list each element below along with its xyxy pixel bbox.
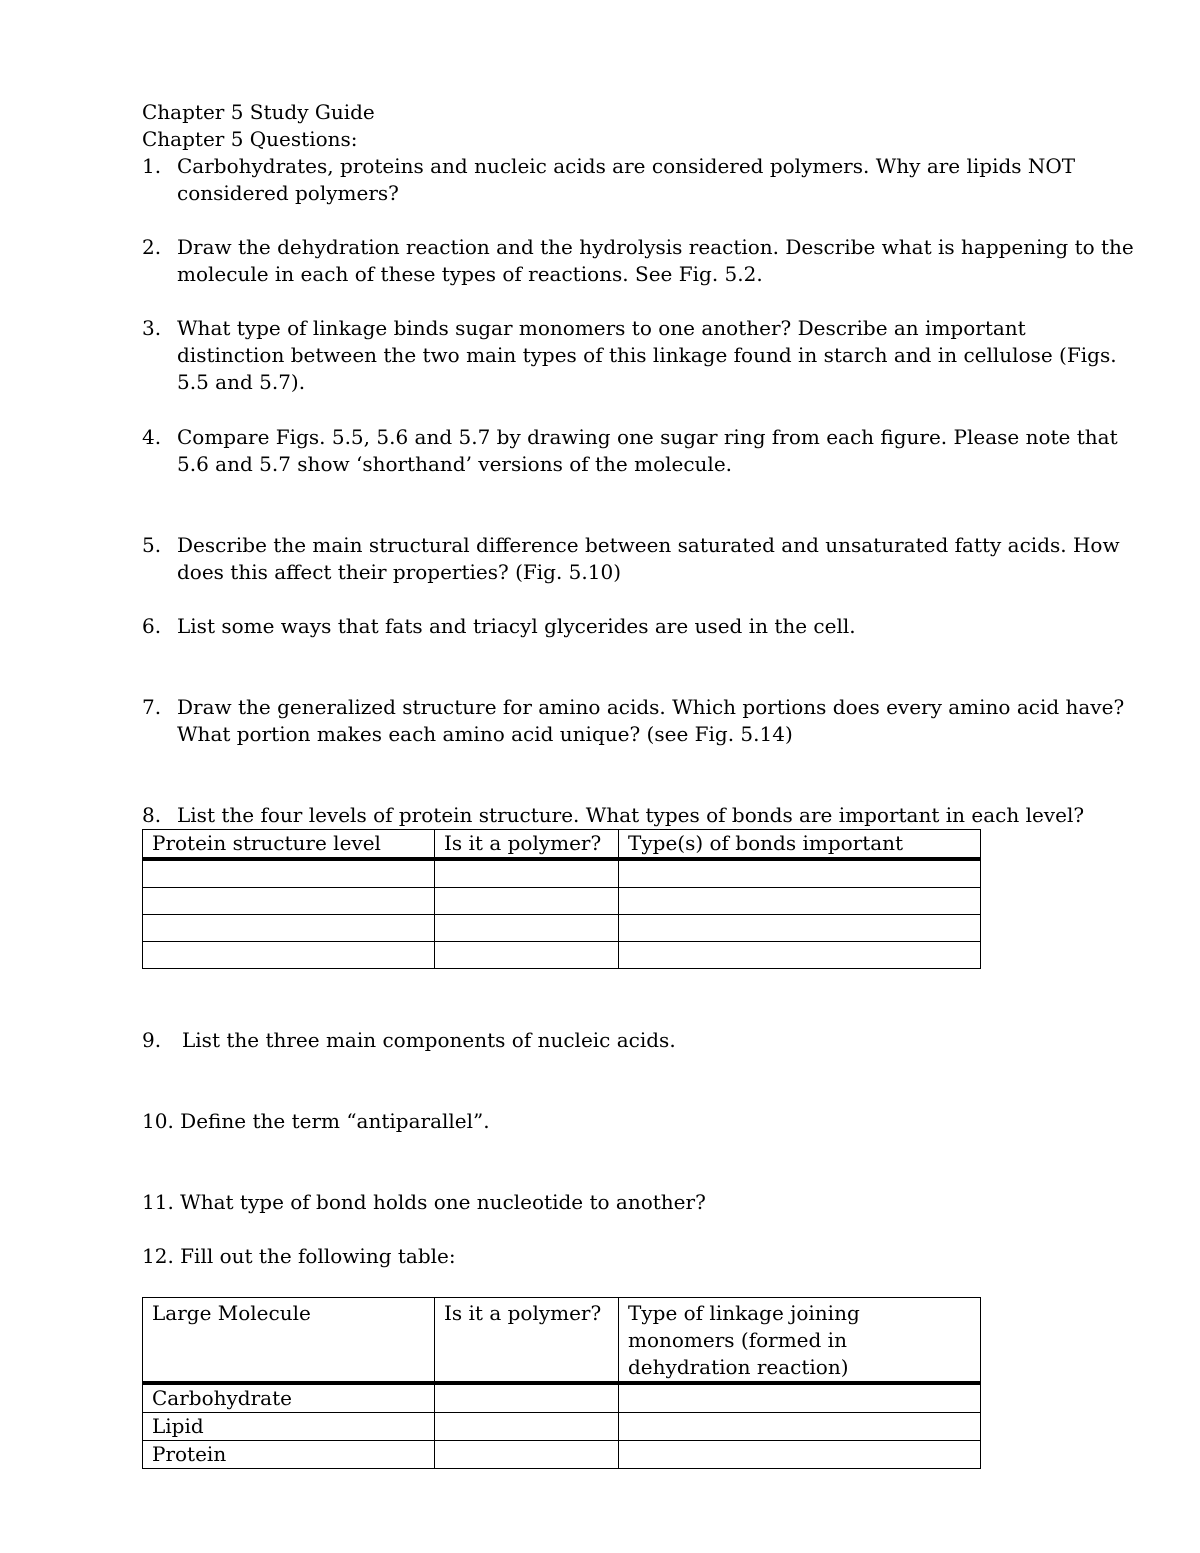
question-6	[142, 613, 1142, 640]
question-2	[142, 234, 1142, 288]
question-8	[142, 802, 1142, 829]
question-text: What type of linkage binds sugar monomers to one another? Describe an important distinction between the two main types of this linkage found in starch and in cellulose (Figs. 5.5 and 5.7).	[177, 316, 1117, 394]
question-11	[142, 1189, 706, 1216]
header-cell: Type(s) of bonds important	[619, 830, 981, 860]
question-text: What type of bond holds one nucleotide to another?	[180, 1190, 706, 1214]
page-title: Chapter 5 Study Guide	[142, 100, 375, 124]
header-cell: Large Molecule	[143, 1298, 435, 1384]
table-cell[interactable]	[619, 1383, 981, 1413]
table-header-row	[143, 1298, 981, 1384]
table-cell[interactable]	[619, 1413, 981, 1441]
question-text: Define the term “antiparallel”.	[180, 1109, 490, 1133]
question-number: 10.	[142, 1109, 174, 1133]
table-cell[interactable]	[435, 859, 619, 888]
table-row	[143, 888, 981, 915]
table-cell[interactable]	[435, 942, 619, 969]
row-label: Protein	[143, 1441, 435, 1469]
question-1	[142, 153, 1142, 207]
question-number: 9.	[142, 1028, 162, 1052]
question-text: Compare Figs. 5.5, 5.6 and 5.7 by drawing one sugar ring from each figure. Please note that 5.6 and 5.7 show ‘shorthand’ versions of the molecule.	[177, 425, 1118, 476]
question-7	[142, 694, 1142, 748]
question-text: List the three main components of nucleic acids.	[182, 1028, 676, 1052]
question-5	[142, 532, 1142, 586]
table-cell[interactable]	[143, 915, 435, 942]
table-cell[interactable]	[143, 859, 435, 888]
question-number: 11.	[142, 1190, 174, 1214]
question-number: 12.	[142, 1244, 174, 1268]
table-header-row	[143, 830, 981, 860]
table-cell[interactable]	[619, 1441, 981, 1469]
question-number: 8.	[142, 803, 162, 827]
table-cell[interactable]	[619, 915, 981, 942]
table-cell[interactable]	[435, 1383, 619, 1413]
section-heading: Chapter 5 Questions:	[142, 127, 358, 151]
question-number: 3.	[142, 316, 162, 340]
table-cell[interactable]	[435, 915, 619, 942]
table-row	[143, 859, 981, 888]
question-text: Carbohydrates, proteins and nucleic acids are considered polymers. Why are lipids NOT considered polymers?	[177, 154, 1076, 205]
table-row	[143, 1413, 981, 1441]
table-cell[interactable]	[143, 888, 435, 915]
table-row	[143, 915, 981, 942]
question-number: 5.	[142, 533, 162, 557]
question-text: Draw the generalized structure for amino acids. Which portions does every amino acid have? What portion makes each amino acid unique? (see Fig. 5.14)	[177, 695, 1125, 746]
header-cell: Type of linkage joining monomers (formed in dehydration reaction)	[619, 1298, 981, 1384]
question-number: 6.	[142, 614, 162, 638]
question-12	[142, 1243, 456, 1270]
table-row	[143, 1441, 981, 1469]
table-cell[interactable]	[435, 888, 619, 915]
question-number: 7.	[142, 695, 162, 719]
question-number: 4.	[142, 425, 162, 449]
question-text: List some ways that fats and triacyl glycerides are used in the cell.	[177, 614, 856, 638]
table-cell[interactable]	[619, 942, 981, 969]
question-text: Describe the main structural difference between saturated and unsaturated fatty acids. How does this affect their properties? (Fig. 5.10)	[177, 533, 1120, 584]
question-3	[142, 315, 1137, 396]
question-text: Draw the dehydration reaction and the hydrolysis reaction. Describe what is happening to the molecule in each of these types of reactions. See Fig. 5.2.	[177, 235, 1134, 286]
protein-structure-table	[142, 829, 981, 969]
table-cell[interactable]	[619, 859, 981, 888]
header-cell: Is it a polymer?	[435, 830, 619, 860]
table-row	[143, 942, 981, 969]
table-cell[interactable]	[435, 1441, 619, 1469]
question-text: List the four levels of protein structure. What types of bonds are important in each level?	[177, 803, 1085, 827]
table-row	[143, 1383, 981, 1413]
row-label: Lipid	[143, 1413, 435, 1441]
table-cell[interactable]	[619, 888, 981, 915]
large-molecule-table	[142, 1297, 981, 1469]
question-4	[142, 424, 1142, 478]
question-9	[142, 1027, 1142, 1054]
header-cell: Protein structure level	[143, 830, 435, 860]
question-number: 2.	[142, 235, 162, 259]
question-number: 1.	[142, 154, 162, 178]
row-label: Carbohydrate	[143, 1383, 435, 1413]
question-text: Fill out the following table:	[180, 1244, 456, 1268]
header-cell: Is it a polymer?	[435, 1298, 619, 1384]
question-10	[142, 1108, 490, 1135]
table-cell[interactable]	[143, 942, 435, 969]
table-cell[interactable]	[435, 1413, 619, 1441]
